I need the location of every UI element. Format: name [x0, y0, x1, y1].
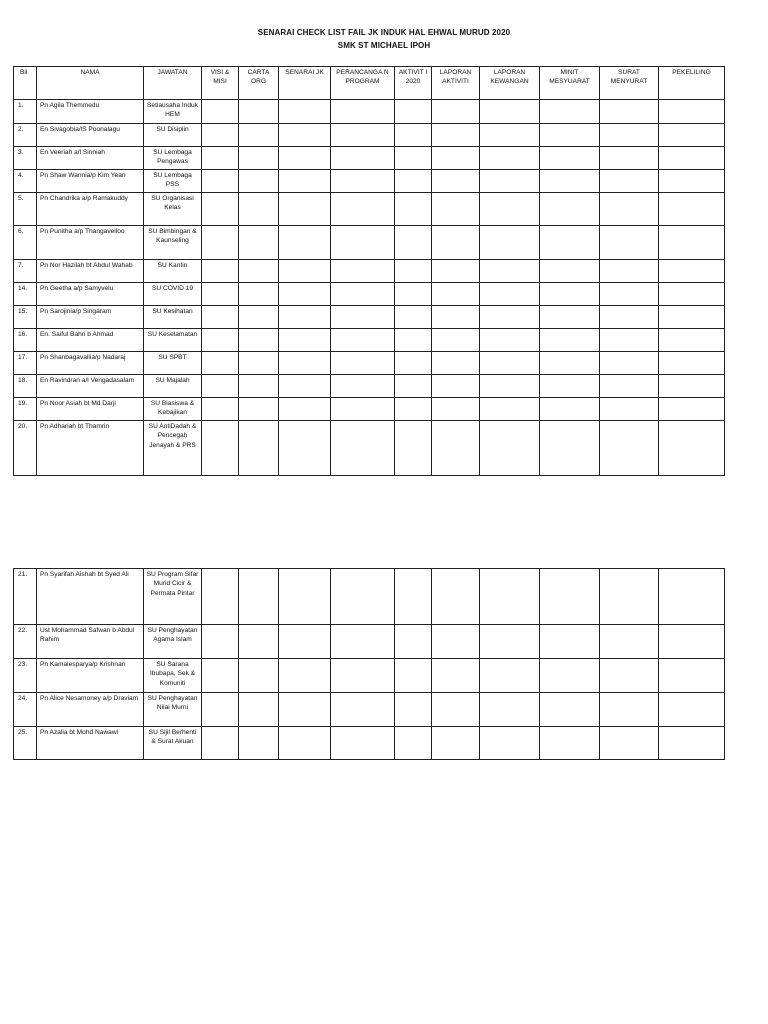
col-header-visi-misi: VISI & MISI	[202, 67, 239, 100]
checklist-cell[interactable]	[202, 193, 239, 226]
checklist-cell[interactable]	[600, 398, 659, 421]
checklist-cell[interactable]	[279, 727, 331, 760]
checklist-cell[interactable]	[202, 352, 239, 375]
checklist-cell[interactable]	[239, 260, 279, 283]
row-jawatan: SU Program Sifar Murid Cicir & Permata Pintar	[144, 569, 202, 625]
checklist-cell[interactable]	[239, 283, 279, 306]
checklist-cell[interactable]	[432, 226, 480, 260]
checklist-cell[interactable]	[600, 170, 659, 193]
checklist-cell[interactable]	[432, 100, 480, 124]
checklist-cell[interactable]	[202, 398, 239, 421]
col-header-perancangan-program: PERANCANGA N PROGRAM	[331, 67, 395, 100]
checklist-cell[interactable]	[279, 100, 331, 124]
checklist-cell[interactable]	[239, 693, 279, 727]
checklist-cell[interactable]	[239, 100, 279, 124]
checklist-cell[interactable]	[432, 693, 480, 727]
checklist-cell[interactable]	[480, 226, 540, 260]
checklist-cell[interactable]	[239, 170, 279, 193]
checklist-cell[interactable]	[331, 260, 395, 283]
document-title: SENARAI CHECK LIST FAIL JK INDUK HAL EHWAL MURUD 2020	[257, 28, 511, 37]
table-row	[14, 100, 725, 124]
table-row	[14, 375, 725, 398]
checklist-cell[interactable]	[239, 124, 279, 147]
checklist-cell[interactable]	[395, 100, 432, 124]
checklist-cell[interactable]	[432, 398, 480, 421]
checklist-cell[interactable]	[395, 147, 432, 170]
checklist-cell[interactable]	[239, 625, 279, 659]
table-row	[14, 421, 725, 476]
checklist-cell[interactable]	[331, 569, 395, 625]
checklist-cell[interactable]	[540, 193, 600, 226]
checklist-cell[interactable]	[480, 260, 540, 283]
checklist-cell[interactable]	[239, 727, 279, 760]
row-jawatan: SU Sarana Ibubapa, Sek & Komuniti	[144, 659, 202, 693]
col-header-senarai-jk: SENARAI JK	[279, 67, 331, 100]
checklist-cell[interactable]	[480, 147, 540, 170]
checklist-cell[interactable]	[600, 147, 659, 170]
checklist-cell[interactable]	[279, 170, 331, 193]
checklist-cell[interactable]	[331, 329, 395, 352]
row-number: 7.	[14, 260, 37, 283]
header-row	[14, 67, 725, 100]
checklist-cell[interactable]	[540, 147, 600, 170]
table-row	[14, 659, 725, 693]
checklist-cell[interactable]	[659, 306, 725, 329]
checklist-cell[interactable]	[600, 375, 659, 398]
checklist-cell[interactable]	[480, 124, 540, 147]
checklist-cell[interactable]	[659, 375, 725, 398]
checklist-cell[interactable]	[202, 260, 239, 283]
checklist-cell[interactable]	[540, 398, 600, 421]
table-row	[14, 283, 725, 306]
row-number: 23.	[14, 659, 37, 693]
row-jawatan: SU SPBT	[144, 352, 202, 375]
checklist-cell[interactable]	[331, 124, 395, 147]
checklist-cell[interactable]	[279, 625, 331, 659]
checklist-cell[interactable]	[202, 727, 239, 760]
checklist-cell[interactable]	[331, 352, 395, 375]
row-nama: Pn Azalia bt Mohd Nawawi	[37, 727, 144, 760]
checklist-cell[interactable]	[239, 659, 279, 693]
checklist-cell[interactable]	[331, 147, 395, 170]
checklist-cell[interactable]	[432, 421, 480, 476]
checklist-cell[interactable]	[540, 283, 600, 306]
row-number: 5.	[14, 193, 37, 226]
table-row	[14, 625, 725, 659]
col-header-minit-mesyuarat: MINIT MESYUARAT	[540, 67, 600, 100]
checklist-cell[interactable]	[480, 352, 540, 375]
checklist-cell[interactable]	[600, 569, 659, 625]
checklist-cell[interactable]	[540, 306, 600, 329]
checklist-cell[interactable]	[659, 625, 725, 659]
checklist-cell[interactable]	[659, 352, 725, 375]
row-nama: Pn Nor Hazilah bt Abdul Wahab	[37, 260, 144, 283]
checklist-cell[interactable]	[202, 329, 239, 352]
row-number: 6.	[14, 226, 37, 260]
checklist-cell[interactable]	[432, 283, 480, 306]
checklist-cell[interactable]	[659, 124, 725, 147]
checklist-cell[interactable]	[239, 352, 279, 375]
checklist-cell[interactable]	[600, 260, 659, 283]
row-jawatan: SU Organisasi Kelas	[144, 193, 202, 226]
checklist-cell[interactable]	[279, 693, 331, 727]
checklist-cell[interactable]	[202, 170, 239, 193]
checklist-cell[interactable]	[600, 329, 659, 352]
row-number: 1.	[14, 100, 37, 124]
checklist-cell[interactable]	[600, 625, 659, 659]
row-number: 18.	[14, 375, 37, 398]
checklist-cell[interactable]	[540, 693, 600, 727]
checklist-cell[interactable]	[202, 569, 239, 625]
checklist-cell[interactable]	[540, 569, 600, 625]
checklist-cell[interactable]	[279, 124, 331, 147]
row-nama: Pn Punitha a/p Thangavelloo	[37, 226, 144, 260]
table-row	[14, 569, 725, 625]
checklist-cell[interactable]	[202, 147, 239, 170]
checklist-cell[interactable]	[395, 727, 432, 760]
checklist-cell[interactable]	[480, 283, 540, 306]
checklist-cell[interactable]	[279, 147, 331, 170]
checklist-cell[interactable]	[395, 283, 432, 306]
school-name: SMK ST MICHAEL IPOH	[337, 41, 431, 50]
checklist-cell[interactable]	[480, 421, 540, 476]
checklist-cell[interactable]	[659, 329, 725, 352]
checklist-cell[interactable]	[395, 625, 432, 659]
checklist-cell[interactable]	[202, 226, 239, 260]
checklist-cell[interactable]	[331, 100, 395, 124]
checklist-cell[interactable]	[239, 306, 279, 329]
checklist-cell[interactable]	[331, 170, 395, 193]
checklist-cell[interactable]	[432, 727, 480, 760]
row-number: 15.	[14, 306, 37, 329]
checklist-cell[interactable]	[395, 375, 432, 398]
table-row	[14, 226, 725, 260]
checklist-cell[interactable]	[239, 329, 279, 352]
checklist-cell[interactable]	[395, 170, 432, 193]
checklist-cell[interactable]	[331, 727, 395, 760]
checklist-cell[interactable]	[239, 398, 279, 421]
row-nama: Pn Alice Nesamoney a/p Draviam	[37, 693, 144, 727]
checklist-cell[interactable]	[331, 306, 395, 329]
checklist-cell[interactable]	[659, 569, 725, 625]
checklist-cell[interactable]	[239, 375, 279, 398]
table-row	[14, 398, 725, 421]
checklist-cell[interactable]	[540, 352, 600, 375]
row-number: 20.	[14, 421, 37, 476]
checklist-cell[interactable]	[480, 375, 540, 398]
row-jawatan: SU Kantin	[144, 260, 202, 283]
checklist-cell[interactable]	[331, 226, 395, 260]
checklist-cell[interactable]	[279, 283, 331, 306]
checklist-cell[interactable]	[202, 124, 239, 147]
row-number: 4.	[14, 170, 37, 193]
checklist-cell[interactable]	[600, 193, 659, 226]
checklist-cell[interactable]	[540, 421, 600, 476]
checklist-cell[interactable]	[659, 659, 725, 693]
checklist-cell[interactable]	[331, 693, 395, 727]
row-number: 21.	[14, 569, 37, 625]
table-row	[14, 306, 725, 329]
checklist-cell[interactable]	[432, 124, 480, 147]
checklist-cell[interactable]	[395, 421, 432, 476]
checklist-cell[interactable]	[432, 375, 480, 398]
checklist-cell[interactable]	[432, 170, 480, 193]
row-jawatan: SU Biasiswa & Kebajikan	[144, 398, 202, 421]
row-nama: En Veeriah a/l Sinniah	[37, 147, 144, 170]
checklist-cell[interactable]	[540, 100, 600, 124]
checklist-cell[interactable]	[600, 283, 659, 306]
checklist-cell[interactable]	[480, 398, 540, 421]
table-row	[14, 352, 725, 375]
col-header-laporan-kewangan: LAPORAN KEWANGAN	[480, 67, 540, 100]
checklist-cell[interactable]	[239, 193, 279, 226]
checklist-cell[interactable]	[600, 352, 659, 375]
checklist-cell[interactable]	[659, 170, 725, 193]
checklist-cell[interactable]	[202, 306, 239, 329]
checklist-cell[interactable]	[480, 306, 540, 329]
col-header-laporan-aktiviti: LAPORAN AKTIVITI	[432, 67, 480, 100]
row-nama: Pn Geetha a/p Samyvelu	[37, 283, 144, 306]
table-row	[14, 693, 725, 727]
checklist-cell[interactable]	[659, 421, 725, 476]
checklist-cell[interactable]	[202, 100, 239, 124]
checklist-cell[interactable]	[239, 569, 279, 625]
row-jawatan: SU Penghayatan Agama Islam	[144, 625, 202, 659]
row-number: 22.	[14, 625, 37, 659]
checklist-cell[interactable]	[659, 283, 725, 306]
checklist-cell[interactable]	[331, 625, 395, 659]
checklist-cell[interactable]	[600, 693, 659, 727]
checklist-cell[interactable]	[540, 659, 600, 693]
table-row	[14, 147, 725, 170]
table-row	[14, 193, 725, 226]
checklist-cell[interactable]	[395, 352, 432, 375]
checklist-cell[interactable]	[600, 100, 659, 124]
checklist-cell[interactable]	[659, 727, 725, 760]
row-number: 14.	[14, 283, 37, 306]
row-nama: Pn Shaw Wannia/p Kim Yean	[37, 170, 144, 193]
col-header-pekeliling: PEKELILING	[659, 67, 725, 100]
checklist-cell[interactable]	[279, 193, 331, 226]
checklist-cell[interactable]	[202, 659, 239, 693]
checklist-cell[interactable]	[659, 398, 725, 421]
checklist-cell[interactable]	[239, 421, 279, 476]
checklist-cell[interactable]	[395, 306, 432, 329]
checklist-cell[interactable]	[600, 421, 659, 476]
row-jawatan: SU Penghayatan Nilai Murni	[144, 693, 202, 727]
col-header-nama: NAMA	[37, 67, 144, 100]
checklist-cell[interactable]	[480, 659, 540, 693]
checklist-cell[interactable]	[480, 170, 540, 193]
checklist-cell[interactable]	[600, 226, 659, 260]
checklist-cell[interactable]	[331, 398, 395, 421]
checklist-cell[interactable]	[432, 193, 480, 226]
row-jawatan: SU Kesihatan	[144, 306, 202, 329]
checklist-cell[interactable]	[659, 193, 725, 226]
checklist-cell[interactable]	[432, 352, 480, 375]
checklist-cell[interactable]	[395, 260, 432, 283]
checklist-cell[interactable]	[480, 727, 540, 760]
checklist-cell[interactable]	[480, 625, 540, 659]
checklist-cell[interactable]	[395, 124, 432, 147]
row-nama: Pn Kamalesparya/p Krishnan	[37, 659, 144, 693]
row-nama: Pn Noor Asiah bt Md Darji	[37, 398, 144, 421]
col-header-surat-menyurat: SURAT MENYURAT	[600, 67, 659, 100]
col-header-jawatan: JAWATAN	[144, 67, 202, 100]
checklist-cell[interactable]	[202, 693, 239, 727]
checklist-cell[interactable]	[600, 306, 659, 329]
checklist-cell[interactable]	[432, 329, 480, 352]
checklist-cell[interactable]	[331, 659, 395, 693]
row-jawatan: SU Majalah	[144, 375, 202, 398]
checklist-cell[interactable]	[480, 569, 540, 625]
table-row	[14, 260, 725, 283]
row-number: 3.	[14, 147, 37, 170]
checklist-cell[interactable]	[395, 193, 432, 226]
row-nama: Pn Adhariah bt Thamrin	[37, 421, 144, 476]
row-jawatan: SU Keselamatan	[144, 329, 202, 352]
row-number: 25.	[14, 727, 37, 760]
checklist-cell[interactable]	[540, 375, 600, 398]
row-nama: En. Saiful Bahri b Ahmad	[37, 329, 144, 352]
checklist-cell[interactable]	[480, 329, 540, 352]
table-row	[14, 124, 725, 147]
checklist-cell[interactable]	[239, 147, 279, 170]
checklist-cell[interactable]	[540, 226, 600, 260]
row-jawatan: SU Lembaga PSS	[144, 170, 202, 193]
checklist-cell[interactable]	[659, 226, 725, 260]
row-nama: En Sivagobia/lS Poonalagu	[37, 124, 144, 147]
checklist-cell[interactable]	[279, 329, 331, 352]
checklist-cell[interactable]	[331, 283, 395, 306]
checklist-table-2	[13, 568, 725, 760]
row-number: 16.	[14, 329, 37, 352]
row-nama: Pn Chandrika a/p Ramakuddy	[37, 193, 144, 226]
checklist-cell[interactable]	[432, 625, 480, 659]
col-header-carta-org: CARTA ORG	[239, 67, 279, 100]
checklist-cell[interactable]	[202, 375, 239, 398]
row-nama: Ust Mohammad Safwan b Abdul Rahim	[37, 625, 144, 659]
row-jawatan: SU COVID 19	[144, 283, 202, 306]
checklist-cell[interactable]	[202, 283, 239, 306]
checklist-cell[interactable]	[279, 659, 331, 693]
checklist-cell[interactable]	[202, 421, 239, 476]
table-row	[14, 170, 725, 193]
col-header-bil: Bil	[14, 67, 37, 100]
row-jawatan: SU AntiDadah & Pencegah Jenayah & PRS	[144, 421, 202, 476]
table-row	[14, 727, 725, 760]
checklist-cell[interactable]	[279, 375, 331, 398]
checklist-cell[interactable]	[659, 693, 725, 727]
checklist-cell[interactable]	[279, 398, 331, 421]
checklist-cell[interactable]	[395, 329, 432, 352]
row-jawatan: SU Lembaga Pengawas	[144, 147, 202, 170]
checklist-cell[interactable]	[395, 569, 432, 625]
checklist-cell[interactable]	[540, 329, 600, 352]
checklist-cell[interactable]	[600, 727, 659, 760]
checklist-cell[interactable]	[331, 375, 395, 398]
checklist-cell[interactable]	[279, 226, 331, 260]
checklist-cell[interactable]	[395, 659, 432, 693]
checklist-cell[interactable]	[480, 193, 540, 226]
checklist-cell[interactable]	[540, 260, 600, 283]
checklist-cell[interactable]	[279, 306, 331, 329]
row-number: 19.	[14, 398, 37, 421]
checklist-cell[interactable]	[480, 693, 540, 727]
checklist-cell[interactable]	[395, 226, 432, 260]
row-jawatan: SU Sijil Berhenti & Surat Akuan	[144, 727, 202, 760]
checklist-cell[interactable]	[202, 625, 239, 659]
checklist-cell[interactable]	[432, 306, 480, 329]
checklist-cell[interactable]	[600, 659, 659, 693]
checklist-cell[interactable]	[432, 147, 480, 170]
checklist-cell[interactable]	[432, 569, 480, 625]
row-nama: Pn Shanbagavallia/p Nadaraj	[37, 352, 144, 375]
checklist-cell[interactable]	[540, 124, 600, 147]
checklist-table-1	[13, 66, 725, 476]
checklist-cell[interactable]	[659, 147, 725, 170]
checklist-cell[interactable]	[395, 693, 432, 727]
row-jawatan: SU Bimbingan & Kaunseling	[144, 226, 202, 260]
checklist-cell[interactable]	[279, 352, 331, 375]
checklist-cell[interactable]	[239, 226, 279, 260]
checklist-cell[interactable]	[659, 100, 725, 124]
row-number: 24.	[14, 693, 37, 727]
checklist-cell[interactable]	[540, 625, 600, 659]
row-jawatan: Setiausaha Induk HEM	[144, 100, 202, 124]
col-header-aktiviti-2020: AKTIVIT I 2020	[395, 67, 432, 100]
checklist-cell[interactable]	[540, 170, 600, 193]
row-nama: Pn Syarifah Aishah bt Syed Ali	[37, 569, 144, 625]
row-number: 17.	[14, 352, 37, 375]
row-jawatan: SU Disiplin	[144, 124, 202, 147]
checklist-cell[interactable]	[279, 421, 331, 476]
checklist-cell[interactable]	[540, 727, 600, 760]
checklist-cell[interactable]	[600, 124, 659, 147]
checklist-cell[interactable]	[279, 569, 331, 625]
row-nama: Pn Sarojinia/p Singaram	[37, 306, 144, 329]
checklist-cell[interactable]	[432, 260, 480, 283]
checklist-cell[interactable]	[432, 659, 480, 693]
checklist-cell[interactable]	[659, 260, 725, 283]
row-nama: Pn Agila Themmedu	[37, 100, 144, 124]
checklist-cell[interactable]	[331, 193, 395, 226]
row-nama: En Ravindran a/l Vengadasalam	[37, 375, 144, 398]
checklist-cell[interactable]	[279, 260, 331, 283]
checklist-cell[interactable]	[331, 421, 395, 476]
checklist-cell[interactable]	[395, 398, 432, 421]
table-row	[14, 329, 725, 352]
row-number: 2.	[14, 124, 37, 147]
checklist-cell[interactable]	[480, 100, 540, 124]
